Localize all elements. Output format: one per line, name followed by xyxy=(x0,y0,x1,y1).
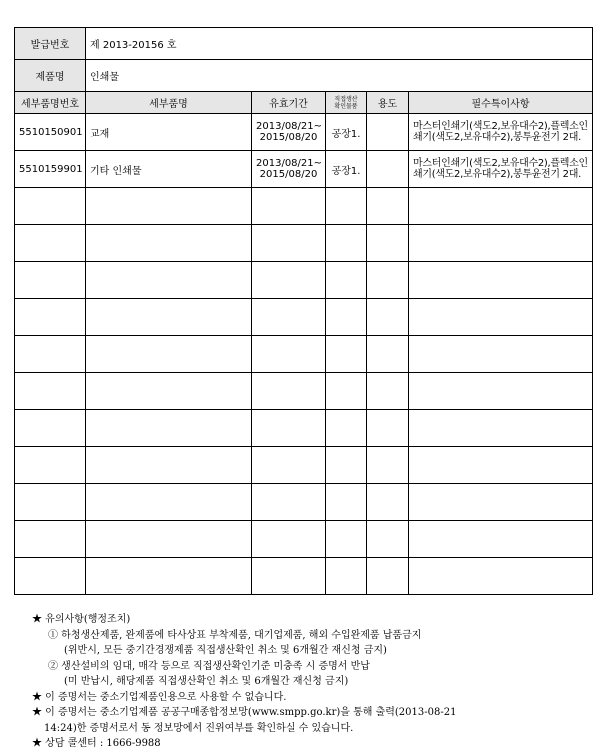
empty-row xyxy=(15,373,593,410)
empty-row xyxy=(15,447,593,484)
col-remarks: 필수특이사항 xyxy=(409,92,593,114)
notes-line-5: ★ 상담 콜센터 : 1666-9988 xyxy=(32,738,161,749)
row-period-start: 2013/08/21~ xyxy=(256,158,323,169)
row-period xyxy=(252,114,326,151)
row-period xyxy=(252,151,326,188)
row-code: 5510159901 xyxy=(15,151,86,188)
col-direct-check-line1: 직접생산 xyxy=(334,95,358,103)
certificate-table xyxy=(14,27,593,595)
notes-title: ★ 유의사항(행정조치) xyxy=(32,614,131,625)
row-remarks: 마스터인쇄기(색도2,보유대수2),플렉소인쇄기(색도2,보유대수2),봉투윤전기 2대. xyxy=(409,151,593,188)
empty-row xyxy=(15,521,593,558)
product-name-value: 인쇄물 xyxy=(86,60,593,92)
col-validity: 유효기간 xyxy=(252,92,326,114)
notes-line-4a: ★ 이 증명서는 중소기업제품 공공구매종합정보망(www.smpp.go.kr)을 통해 출력(2013-08-21 xyxy=(32,707,457,718)
notes-item-2: ② 생산설비의 임대, 매각 등으로 직접생산확인기준 미충족 시 증명서 반납 xyxy=(48,660,370,672)
notes-section xyxy=(32,612,598,752)
product-name-label: 제품명 xyxy=(15,60,86,92)
empty-row xyxy=(15,225,593,262)
empty-row xyxy=(15,558,593,595)
row-usage xyxy=(367,114,409,151)
col-direct-check-line2: 확인물품 xyxy=(334,102,358,110)
row-direct-check: 공장1. xyxy=(326,151,367,188)
notes-line-3: ★ 이 증명서는 중소기업제품인용으로 사용할 수 없습니다. xyxy=(32,691,287,703)
row-remarks: 마스터인쇄기(색도2,보유대수2),플렉소인쇄기(색도2,보유대수2),봉투윤전기 2대. xyxy=(409,114,593,151)
row-code: 5510150901 xyxy=(15,114,86,151)
table-row xyxy=(15,151,593,188)
column-header-row xyxy=(15,92,593,114)
col-direct-check xyxy=(326,92,367,114)
product-name-row xyxy=(15,60,593,92)
col-detail-name: 세부품명 xyxy=(86,92,252,114)
empty-row xyxy=(15,484,593,521)
notes-item-2-sub: (미 반납시, 해당제품 직접생산확인 취소 및 6개월간 재신청 금지) xyxy=(64,676,349,687)
issue-number-label: 발급번호 xyxy=(15,28,86,60)
row-period-end: 2015/08/20 xyxy=(259,169,318,180)
table-row xyxy=(15,114,593,151)
row-name: 교재 xyxy=(86,114,252,151)
empty-row xyxy=(15,262,593,299)
empty-row xyxy=(15,299,593,336)
issue-number-row xyxy=(15,28,593,60)
row-usage xyxy=(367,151,409,188)
empty-row xyxy=(15,336,593,373)
empty-row xyxy=(15,410,593,447)
notes-item-1: ① 하청생산제품, 완제품에 타사상표 부착제품, 대기업제품, 해외 수입완제품 납품금지 xyxy=(48,629,422,641)
row-name: 기타 인쇄물 xyxy=(86,151,252,188)
issue-number-value: 제 2013-20156 호 xyxy=(86,28,593,60)
notes-line-4b: 14:24)한 증명서로서 동 정보망에서 진위여부를 확인하실 수 있습니다. xyxy=(44,722,354,734)
notes-item-1-sub: (위반시, 모든 중기간경쟁제품 직접생산확인 취소 및 6개월간 재신청 금지) xyxy=(64,645,387,656)
row-period-start: 2013/08/21~ xyxy=(256,121,323,132)
empty-row xyxy=(15,188,593,225)
col-usage: 용도 xyxy=(367,92,409,114)
row-direct-check: 공장1. xyxy=(326,114,367,151)
row-period-end: 2015/08/20 xyxy=(259,132,318,143)
col-detail-code: 세부품명번호 xyxy=(15,92,86,114)
